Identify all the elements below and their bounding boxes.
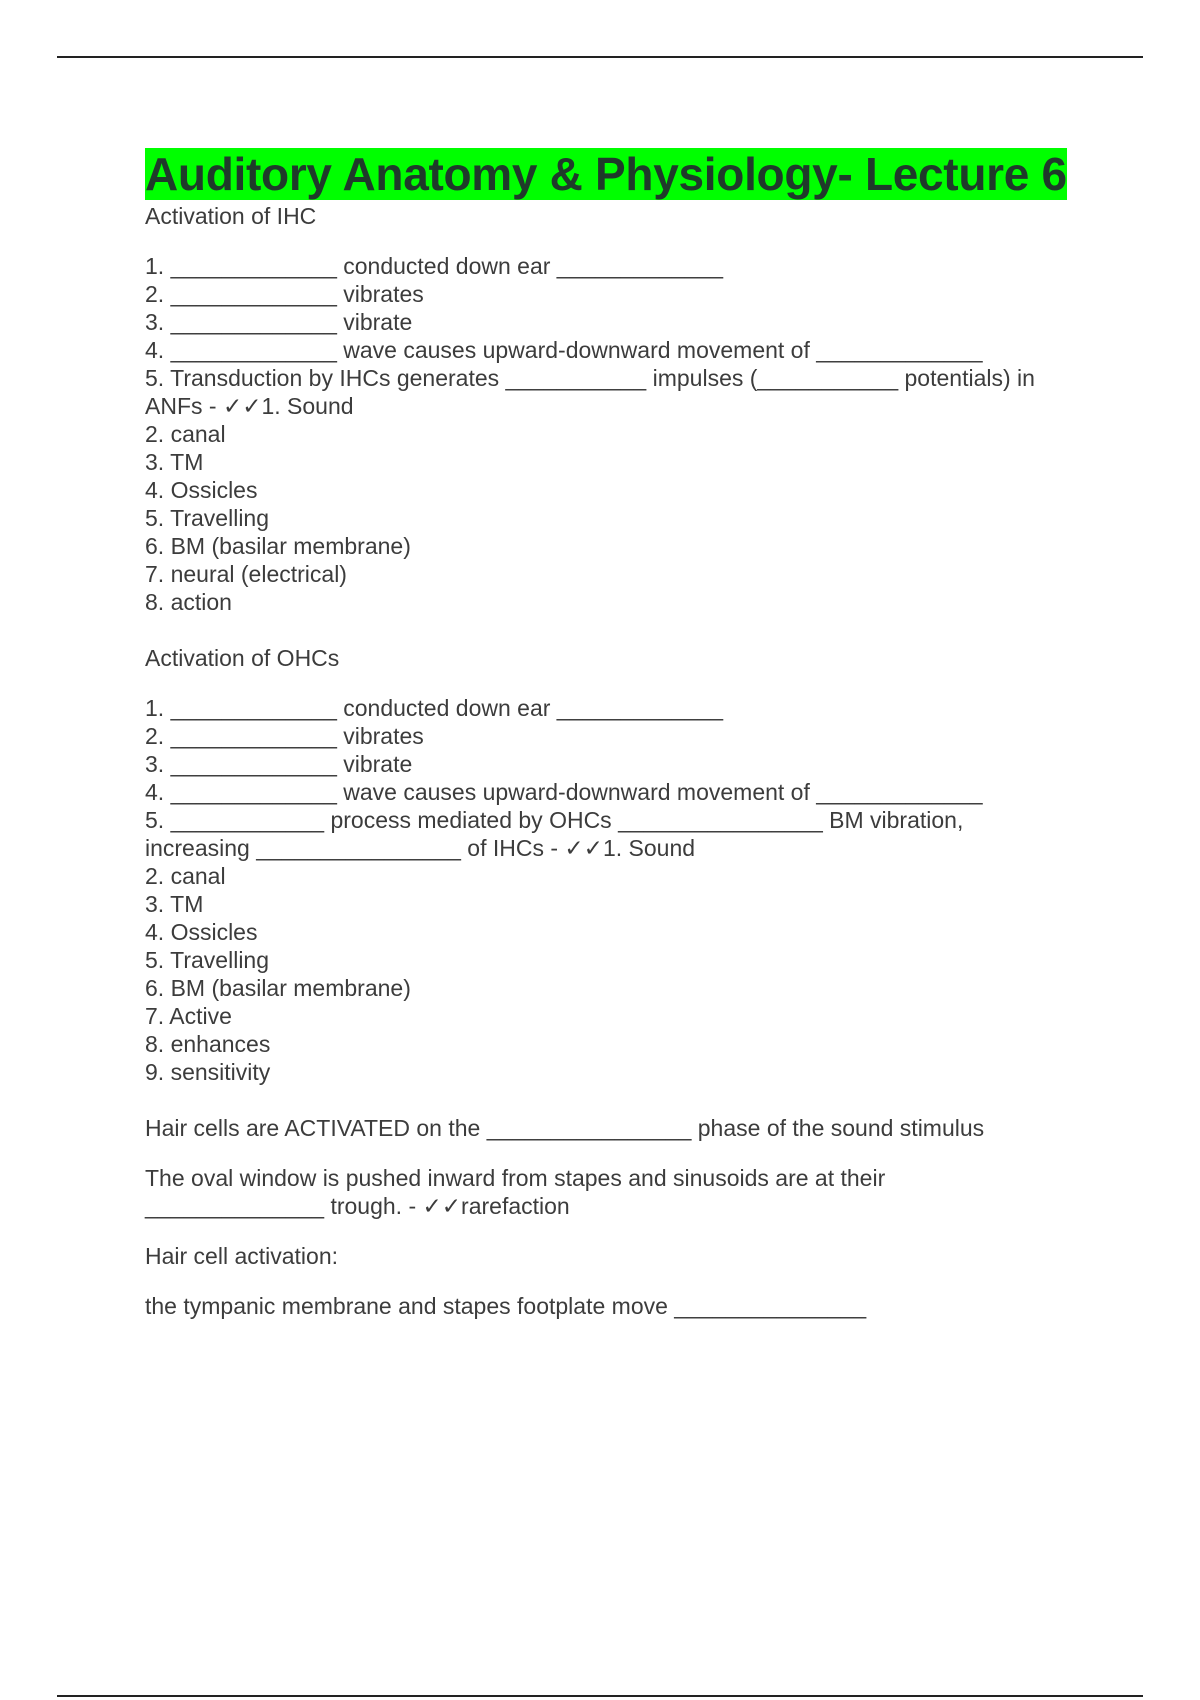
section-heading: Activation of IHC [145, 203, 317, 229]
list-item: 4. Ossicles [145, 919, 258, 945]
list-item: increasing ________________ of IHCs - ✓✓1. Sound [145, 835, 696, 861]
tympanic-membrane-question: the tympanic membrane and stapes footplate move _______________ [145, 1293, 867, 1319]
list-item: 1. _____________ conducted down ear _____________ [145, 695, 724, 721]
list-item: 7. Active [145, 1003, 232, 1029]
hair-cell-activation-heading: Hair cell activation: [145, 1243, 339, 1269]
list-item: 1. _____________ conducted down ear _____________ [145, 253, 724, 279]
list-item: 3. _____________ vibrate [145, 751, 413, 777]
list-item: 4. Ossicles [145, 477, 258, 503]
list-item: 2. _____________ vibrates [145, 723, 424, 749]
list-item: 2. canal [145, 863, 226, 889]
oval-window-question [145, 1164, 1095, 1220]
list-item: 3. _____________ vibrate [145, 309, 413, 335]
list-item: 9. sensitivity [145, 1059, 271, 1085]
list-item: 6. BM (basilar membrane) [145, 533, 411, 559]
list-item: 5. Transduction by IHCs generates ___________ impulses (___________ potentials) in [145, 365, 1035, 391]
list-item: 3. TM [145, 891, 204, 917]
list-item: 4. _____________ wave causes upward-downward movement of _____________ [145, 779, 983, 805]
document-body [145, 146, 1095, 1320]
list-item: ANFs - ✓✓1. Sound [145, 393, 354, 419]
title-highlight: Auditory Anatomy & Physiology- Lecture 6 [145, 148, 1067, 200]
list-item: 6. BM (basilar membrane) [145, 975, 411, 1001]
hair-cells-activated-question: Hair cells are ACTIVATED on the ________________ phase of the sound stimulus [145, 1115, 985, 1141]
list-item: 4. _____________ wave causes upward-downward movement of _____________ [145, 337, 983, 363]
list-item: 2. canal [145, 421, 226, 447]
list-item: 5. Travelling [145, 505, 270, 531]
footer-rule [57, 1695, 1143, 1697]
list-item: 5. ____________ process mediated by OHCs ________________ BM vibration, [145, 807, 964, 833]
list-item: 3. TM [145, 449, 204, 475]
list-item: 8. action [145, 589, 232, 615]
list-item: 8. enhances [145, 1031, 271, 1057]
list-item: 7. neural (electrical) [145, 561, 347, 587]
header-rule [57, 56, 1143, 58]
question-line: The oval window is pushed inward from stapes and sinusoids are at their [145, 1165, 886, 1191]
list-item: 2. _____________ vibrates [145, 281, 424, 307]
section-ohcs [145, 644, 1095, 1086]
question-line: ______________ trough. - ✓✓rarefaction [145, 1193, 570, 1219]
document-title [145, 146, 1095, 202]
section-heading: Activation of OHCs [145, 645, 340, 671]
list-item: 5. Travelling [145, 947, 270, 973]
section-ihc [145, 202, 1095, 616]
